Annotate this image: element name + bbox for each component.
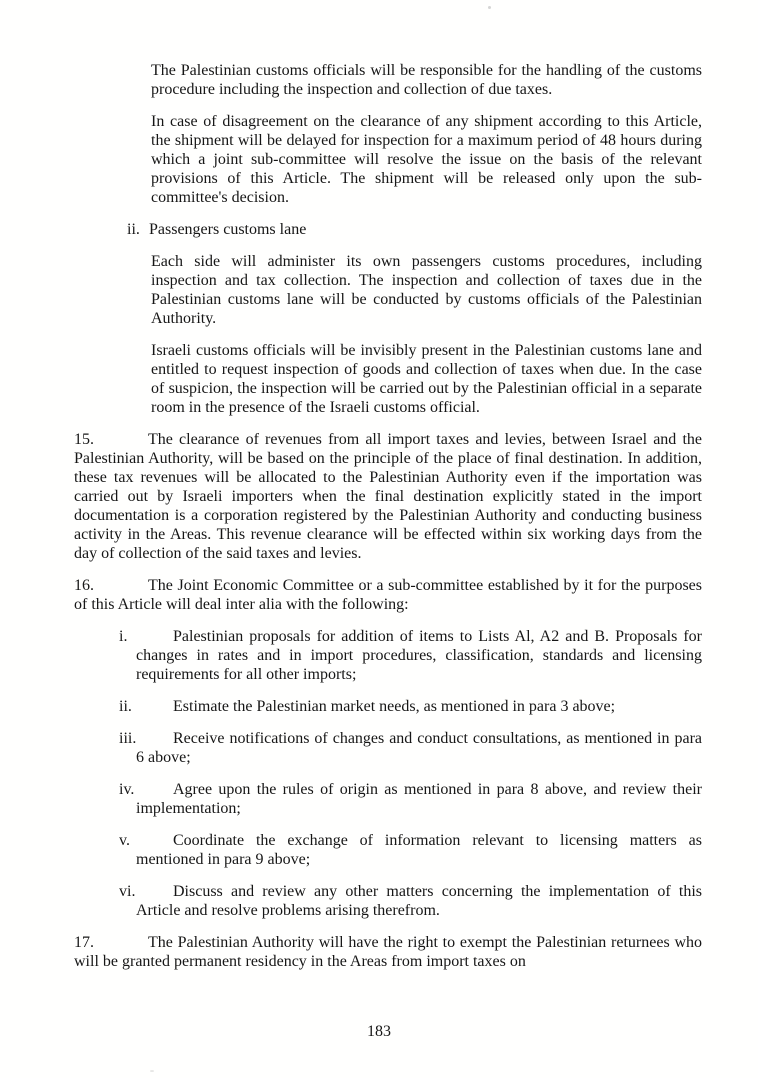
item-text: Discuss and review any other matters concerning the implementation of this Article and resolve problems arising therefrom. [136, 883, 702, 919]
item-text: The Joint Economic Committee or a sub-committee established by it for the purposes of this Article will deal inter alia with the following: [74, 577, 702, 613]
list-marker: v. [119, 832, 130, 849]
roman-item-i [119, 627, 702, 684]
item-text: Coordinate the exchange of information relevant to licensing matters as mentioned in para 9 above; [136, 832, 702, 868]
paragraph-customs-officials: The Palestinian customs officials will be responsible for the handling of the customs procedure including the inspection and collection of due taxes. [151, 62, 702, 98]
scan-artifact [488, 6, 491, 9]
item-text: Agree upon the rules of origin as mentioned in para 8 above, and review their implementation; [136, 781, 702, 817]
numbered-item-17 [74, 933, 702, 971]
item-text: Palestinian proposals for addition of items to Lists Al, A2 and B. Proposals for changes in rates and in import procedures, classification, standards and licensing requirements for all other imports; [136, 628, 702, 683]
item-text: The Palestinian Authority will have the right to exempt the Palestinian returnees who will be granted permanent residency in the Areas from import taxes on [74, 934, 702, 970]
list-item-passengers-customs-lane [127, 220, 702, 239]
roman-item-ii [119, 697, 702, 716]
list-marker: ii. [127, 221, 140, 238]
item-text: Estimate the Palestinian market needs, as mentioned in para 3 above; [173, 698, 616, 715]
paragraph-each-side: Each side will administer its own passengers customs procedures, including inspection and tax collection. The inspection and collection of taxes due in the Palestinian customs lane will be conducted by customs officials of the Palestinian Authority. [151, 253, 702, 327]
list-marker: iv. [119, 781, 135, 798]
item-number: 15. [74, 431, 94, 448]
scan-artifact [150, 1070, 154, 1072]
numbered-item-15 [74, 430, 702, 563]
roman-item-iii [119, 729, 702, 767]
numbered-item-16 [74, 576, 702, 614]
page-number: 183 [367, 1023, 391, 1040]
item-text: The clearance of revenues from all import taxes and levies, between Israel and the Palestinian Authority, will be based on the principle of the place of final destination. In addition, these tax revenues will be allocated to the Palestinian Authority even if the importation was carried out by Israeli importers when the final destination explicitly stated in the import documentation is a corporation registered by the Palestinian Authority and conducting business activity in the Areas. This revenue clearance will be effected within six working days from the day of collection of the said taxes and levies. [74, 431, 702, 562]
paragraph-disagreement-clearance: In case of disagreement on the clearance of any shipment according to this Article, the shipment will be delayed for inspection for a maximum period of 48 hours during which a joint sub-committee will resolve the issue on the basis of the relevant provisions of this Article. The shipment will be released only upon the sub-committee's decision. [151, 113, 702, 206]
list-marker: i. [119, 628, 128, 645]
list-marker: vi. [119, 883, 136, 900]
paragraph-israeli-officials: Israeli customs officials will be invisibly present in the Palestinian customs lane and entitled to request inspection of goods and collection of taxes when due. In the case of suspicion, the inspection will be carried out by the Palestinian official in a separate room in the presence of the Israeli customs official. [151, 342, 702, 416]
roman-item-v [119, 831, 702, 869]
roman-item-iv [119, 780, 702, 818]
item-text: Receive notifications of changes and conduct consultations, as mentioned in para 6 above; [136, 730, 702, 766]
roman-item-vi [119, 882, 702, 920]
list-item-label: Passengers customs lane [149, 221, 307, 238]
item-number: 17. [74, 934, 94, 951]
list-marker: iii. [119, 730, 137, 747]
list-marker: ii. [119, 698, 132, 715]
item-number: 16. [74, 577, 94, 594]
